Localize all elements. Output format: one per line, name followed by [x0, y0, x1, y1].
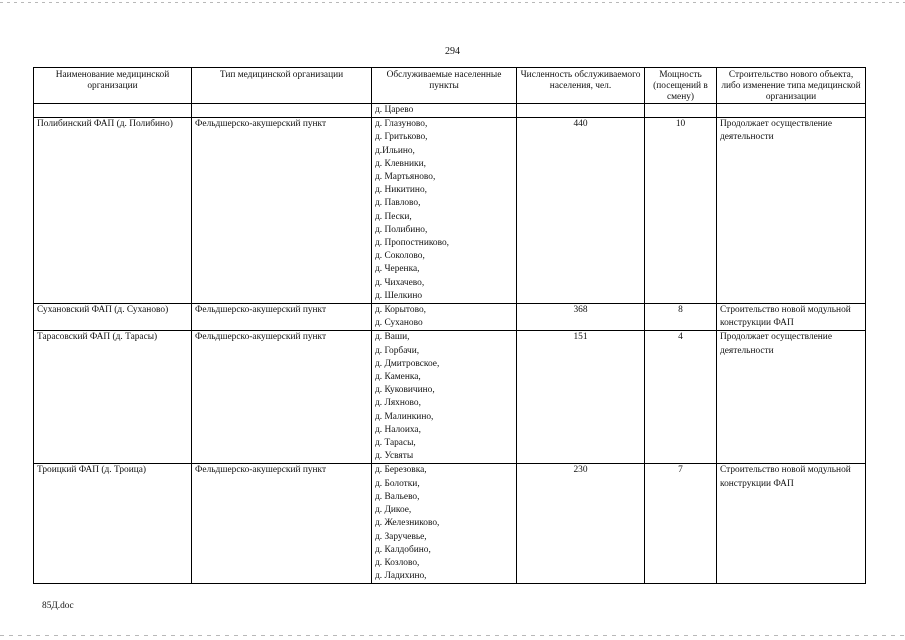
settlement-item: д. Пропостниково, [375, 238, 449, 249]
settlement-item: д. Козлово, [375, 557, 420, 568]
table-row [34, 104, 866, 118]
cell-capacity: 7 [645, 464, 717, 584]
table-row [34, 331, 866, 464]
header-org-name: Наименование медицинской организации [34, 68, 192, 104]
table-row [34, 304, 866, 331]
settlement-item: д. Вальево, [375, 491, 420, 502]
settlement-item: д. Клевники, [375, 158, 426, 169]
settlement-item: д. Глазуново, [375, 119, 428, 130]
cell-settlements [372, 118, 517, 304]
settlement-item: д. Суханово [375, 318, 423, 329]
cell-org-type: Фельдшерско-акушерский пункт [192, 331, 372, 464]
settlement-item: д. Гритьково, [375, 132, 428, 143]
cell-population: 230 [517, 464, 645, 584]
header-org-type: Тип медицинской организации [192, 68, 372, 104]
settlement-item: д. Заручевье, [375, 531, 427, 542]
settlement-item: д. Горбачи, [375, 345, 420, 356]
cell-org-type: Фельдшерско-акушерский пункт [192, 304, 372, 331]
settlement-item: д. Ладихино, [375, 571, 427, 582]
cell-population: 368 [517, 304, 645, 331]
cell-org-name [34, 104, 192, 118]
settlement-item: д. Ляхново, [375, 398, 421, 409]
settlement-item: д. Пески, [375, 211, 412, 222]
cell-org-name: Сухановский ФАП (д. Суханово) [34, 304, 192, 331]
cell-construction: Строительство новой модульной конструкции ФАП [717, 464, 866, 584]
table-header-row [34, 68, 866, 104]
settlement-item: д. Усвяты [375, 451, 414, 462]
settlement-item: д. Болотки, [375, 478, 420, 489]
cell-org-name: Полибинский ФАП (д. Полибино) [34, 118, 192, 304]
settlement-item: д. Корытово, [375, 305, 426, 316]
settlement-item: д. Березовка, [375, 465, 427, 476]
table-row [34, 118, 866, 304]
header-capacity: Мощность (посещений в смену) [645, 68, 717, 104]
cell-construction: Продолжает осуществление деятельности [717, 331, 866, 464]
cell-capacity: 8 [645, 304, 717, 331]
settlement-item: д. Павлово, [375, 198, 421, 209]
header-settlements: Обслуживаемые населенные пункты [372, 68, 517, 104]
settlement-item: д. Куковичино, [375, 385, 435, 396]
cell-capacity: 10 [645, 118, 717, 304]
settlement-item: д. Каменка, [375, 372, 421, 383]
settlement-item: д. Калдобино, [375, 544, 431, 555]
cell-settlements [372, 331, 517, 464]
footer-filename: 85Д.doc [42, 601, 74, 611]
cell-settlements [372, 104, 517, 118]
settlement-item: д. Чихачево, [375, 277, 425, 288]
cell-settlements [372, 464, 517, 584]
settlement-item: д. Дмитровское, [375, 358, 440, 369]
cell-org-type [192, 104, 372, 118]
header-construction: Строительство нового объекта, либо изменение типа медицинской организации [717, 68, 866, 104]
settlement-item: д. Черенка, [375, 264, 420, 275]
cell-population: 151 [517, 331, 645, 464]
scan-edge-top [0, 2, 905, 3]
settlement-item: д. Ваши, [375, 332, 410, 343]
cell-org-name: Тарасовский ФАП (д. Тарасы) [34, 331, 192, 464]
facilities-table [33, 67, 866, 584]
cell-capacity [645, 104, 717, 118]
settlement-item: д. Малинкино, [375, 411, 434, 422]
cell-org-name: Троицкий ФАП (д. Троица) [34, 464, 192, 584]
cell-capacity: 4 [645, 331, 717, 464]
cell-settlements [372, 304, 517, 331]
settlement-item: д. Царево [375, 105, 414, 115]
settlement-item: д. Мартьяново, [375, 172, 436, 183]
cell-org-type: Фельдшерско-акушерский пункт [192, 464, 372, 584]
cell-construction: Строительство новой модульной конструкции ФАП [717, 304, 866, 331]
settlement-item: д. Налоиха, [375, 424, 421, 435]
settlement-item: д. Соколово, [375, 251, 425, 262]
settlement-item: д. Полибино, [375, 224, 428, 235]
cell-population: 440 [517, 118, 645, 304]
settlement-item: д. Никитино, [375, 185, 427, 196]
cell-org-type: Фельдшерско-акушерский пункт [192, 118, 372, 304]
cell-construction [717, 104, 866, 118]
page-number: 294 [445, 46, 460, 57]
settlement-item: д. Дикое, [375, 505, 412, 516]
table-row [34, 464, 866, 584]
cell-population [517, 104, 645, 118]
settlement-item: д. Шелкино [375, 290, 423, 301]
settlement-item: д. Тарасы, [375, 438, 416, 449]
scan-edge-bottom [0, 635, 905, 636]
cell-construction: Продолжает осуществление деятельности [717, 118, 866, 304]
header-population: Численность обслуживаемого населения, чел. [517, 68, 645, 104]
settlement-item: д.Ильино, [375, 145, 415, 156]
settlement-item: д. Железниково, [375, 518, 440, 529]
